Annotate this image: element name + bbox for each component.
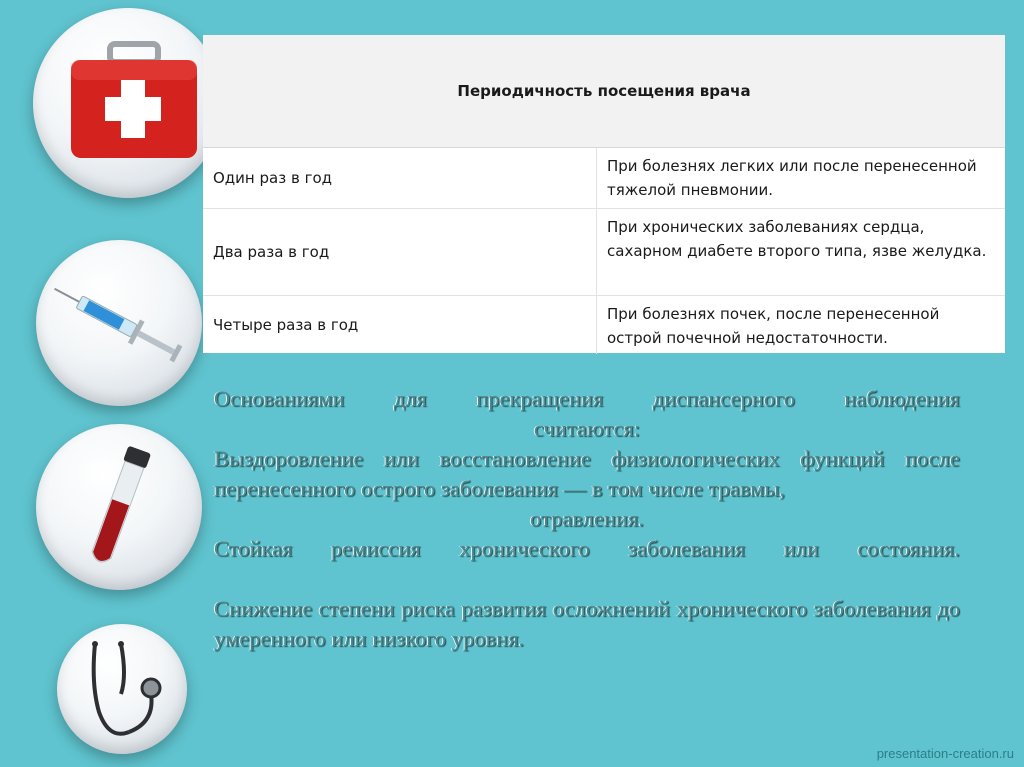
table-row (203, 148, 1005, 209)
condition-cell: При болезнях почек, после перенесенной острой почечной недостаточности. (607, 305, 940, 347)
condition-cell: При хронических заболеваниях сердца, сахарном диабете второго типа, язве желудка. (607, 218, 987, 260)
stethoscope-icon (57, 624, 187, 754)
risk-paragraph: Снижение степени риска развития осложнений хронического заболевания до умеренного или низкого уровня. (214, 596, 960, 651)
remission-paragraph: Стойкая ремиссия хронического заболевания или состояния. (214, 536, 960, 561)
first-aid-kit-icon (33, 8, 223, 198)
syringe-icon (36, 240, 202, 406)
table-row (203, 296, 1005, 354)
recovery-paragraph: Выздоровление или восстановление физиологических функций после перенесенного острого заболевания — в том числе травмы, (214, 446, 960, 501)
test-tube-icon (36, 424, 202, 590)
intro-line-end: считаются: (533, 416, 641, 441)
stethoscope-circle (57, 624, 187, 754)
condition-cell: При болезнях легких или после перенесенной тяжелой пневмонии. (607, 157, 977, 199)
frequency-cell: Два раза в год (203, 209, 597, 295)
frequency-cell: Четыре раза в год (203, 296, 597, 354)
footer-watermark: presentation-creation.ru (876, 746, 1014, 761)
body-text (214, 384, 960, 654)
table-row (203, 209, 1005, 296)
table-header: Периодичность посещения врача (203, 35, 1005, 148)
frequency-table (203, 35, 1005, 353)
recovery-paragraph-end: отравления. (530, 506, 644, 531)
frequency-cell: Один раз в год (203, 148, 597, 208)
first-aid-circle (33, 8, 223, 198)
spacer (214, 564, 960, 594)
syringe-circle (36, 240, 202, 406)
intro-line: Основаниями для прекращения диспансерного наблюдения (214, 386, 960, 411)
test-tube-circle (36, 424, 202, 590)
